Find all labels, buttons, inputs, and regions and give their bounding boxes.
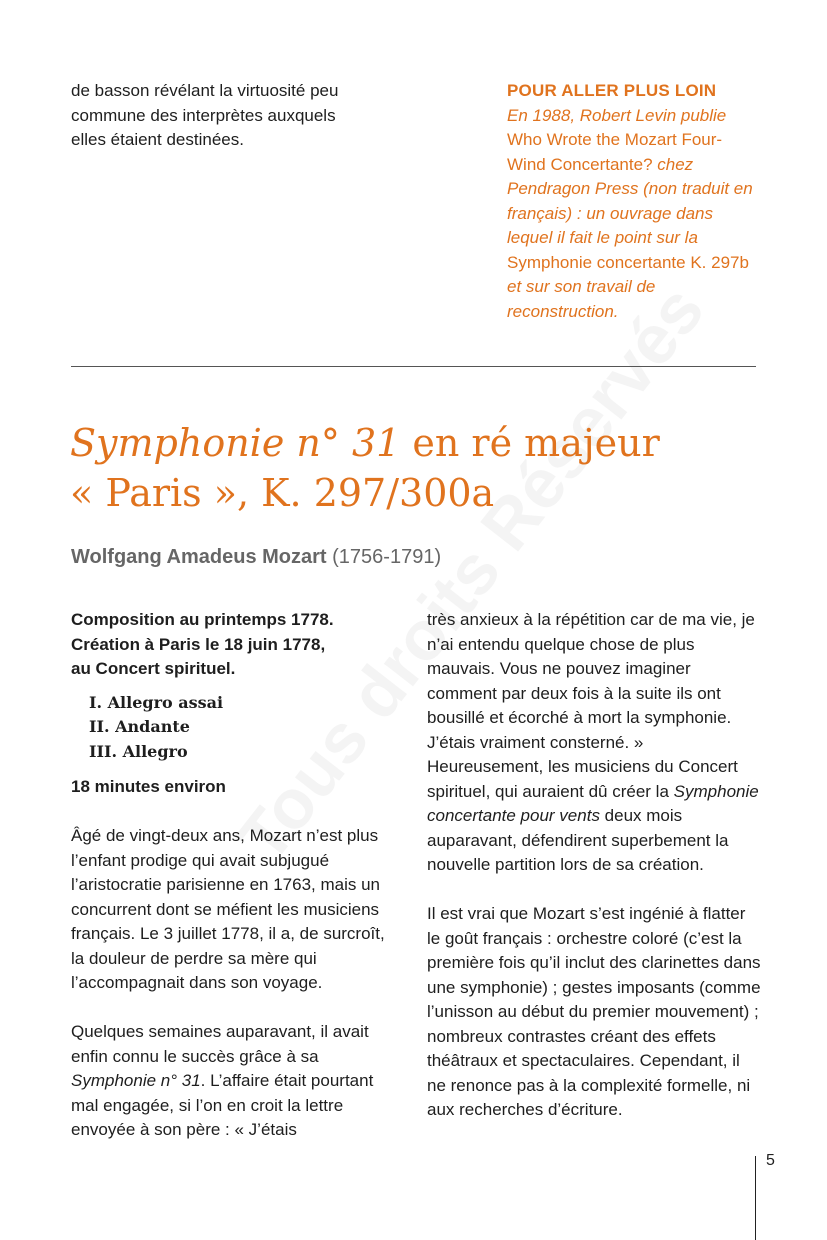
left-paragraph-2-end: . L’affaire était pourtant mal engagée, si l’on en croit la lettre envoyée à son père : « J’étais: [71, 1071, 374, 1139]
composer-name: Wolfgang Amadeus Mozart: [71, 546, 327, 568]
aside-text-4: et sur son travail de reconstruction.: [507, 277, 656, 321]
spacer: [71, 996, 391, 1021]
spacer: [427, 878, 762, 903]
composition-date: Composition au printemps 1778.: [71, 610, 334, 629]
work-title-italic: Symphonie n° 31: [70, 421, 401, 465]
work-title-key: en ré majeur: [400, 421, 660, 465]
movement-1: I. Allegro assai: [89, 692, 224, 712]
left-paragraph-2: [71, 1020, 391, 1143]
duration: 18 minutes environ: [71, 777, 226, 796]
section-divider: [71, 366, 756, 367]
left-paragraph-2-work: Symphonie n° 31: [71, 1071, 201, 1090]
movements-list: [89, 691, 391, 765]
further-reading-text: [507, 104, 757, 325]
work-title-line-2: « Paris », K. 297/300a: [70, 471, 495, 515]
movement-2: II. Andante: [89, 717, 190, 736]
left-paragraph-2-start: Quelques semaines auparavant, il avait enfin connu le succès grâce à sa: [71, 1022, 369, 1066]
premiere-venue: au Concert spirituel.: [71, 659, 236, 678]
right-paragraph-2: Il est vrai que Mozart s’est ingénié à flatter le goût français : orchestre coloré (c’est la première fois qu’il inclut des clarinettes dans une symphonie) ; gestes imposants (comme l’unisson au début du premier mouvement) ; nombreux contrastes créant des effets théâtraux et spectaculaires. Cependant, il ne renonce pas à la complexité formelle, ni aux recherches d’écriture.: [427, 904, 761, 1119]
aside-book-title: Who Wrote the Mozart Four-Wind Concertante?: [507, 130, 723, 174]
composition-info: [71, 608, 391, 682]
page-number-rule: [755, 1156, 756, 1240]
left-column: [71, 608, 391, 1143]
right-paragraph-1-end: deux mois auparavant, défendirent superbement la nouvelle partition lors de sa création.: [427, 806, 729, 874]
aside-text-1: En 1988, Robert Levin publie: [507, 105, 727, 125]
page-number: 5: [766, 1152, 775, 1169]
composer-line: [71, 546, 441, 569]
composer-dates: (1756-1791): [326, 546, 442, 568]
intro-paragraph: [71, 79, 371, 153]
premiere-info: Création à Paris le 18 juin 1778,: [71, 634, 326, 654]
intro-text: de basson révélant la virtuosité peu commune des interprètes auxquels elles étaient destinées.: [71, 81, 339, 149]
right-paragraph-1: [427, 608, 762, 878]
right-column: [427, 608, 762, 1123]
aside-work-title: Symphonie concertante K. 297b: [507, 252, 749, 272]
left-paragraph-1: Âgé de vingt-deux ans, Mozart n’est plus l’enfant prodige qui avait subjugué l’aristocratie parisienne en 1763, mais un concurrent dont se méfient les musiciens français. Le 3 juillet 1778, il a, de surcroît, la douleur de perdre sa mère qui l’accompagnait dans son voyage.: [71, 826, 385, 992]
further-reading-heading: POUR ALLER PLUS LOIN: [507, 81, 717, 100]
aside-text-2: chez Pendragon Press (non traduit en français) : un ouvrage dans lequel il fait le point sur: [507, 154, 753, 247]
movement-3: III. Allegro: [89, 741, 188, 761]
right-paragraph-1-work: Symphonie concertante pour vents: [427, 781, 759, 825]
work-title-line-1: [70, 418, 770, 468]
aside-text-3: la: [684, 228, 698, 247]
spacer: [71, 800, 391, 825]
work-title: [70, 418, 770, 518]
further-reading-box: [507, 79, 757, 324]
right-paragraph-1-start: très anxieux à la répétition car de ma vie, je n’ai entendu quelque chose de plus mauvais. Vous ne pouvez imaginer comment par deux fois à la suite ils ont bousillé et écorché à mort la symphonie. J’étais vraiment consterné. » Heureusement, les musiciens du Concert spirituel, qui auraient dû créer la: [427, 610, 755, 801]
